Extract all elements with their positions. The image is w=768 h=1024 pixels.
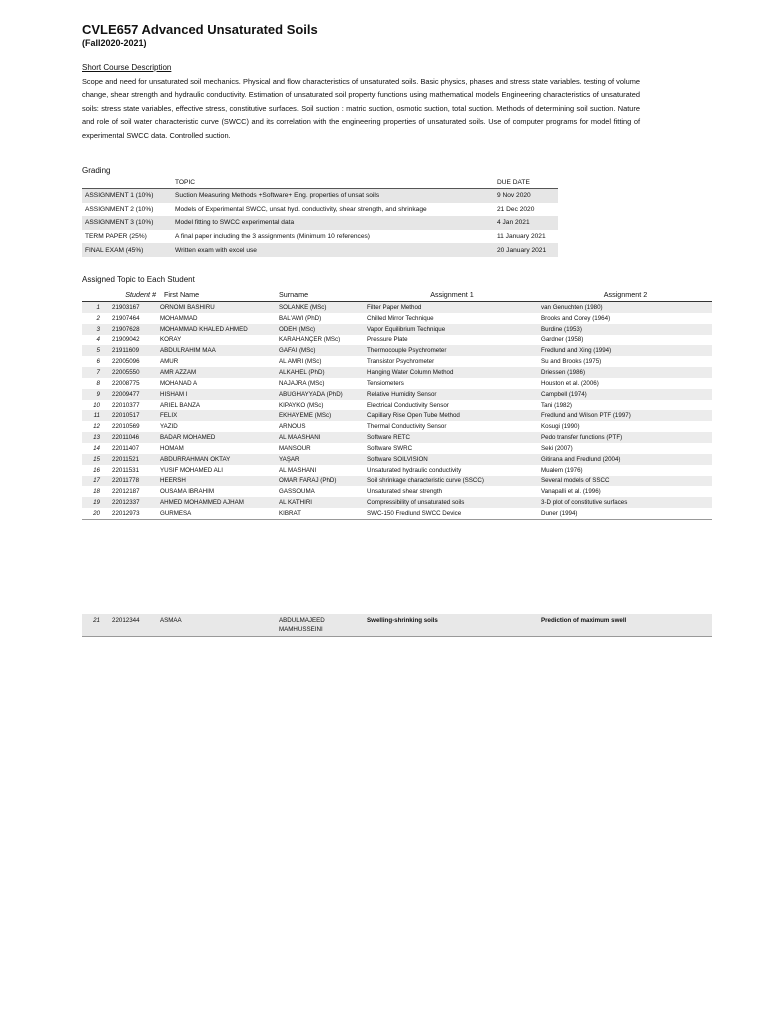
row-index: 19 xyxy=(82,497,110,508)
assignment-2: Duner (1994) xyxy=(539,508,712,519)
grading-item: TERM PAPER (25%) xyxy=(85,233,147,241)
description-heading: Short Course Description xyxy=(82,63,172,72)
surname: GAFAI (MSc) xyxy=(277,345,365,356)
table-row xyxy=(82,508,712,519)
grading-due-date: 21 Dec 2020 xyxy=(497,205,535,213)
col-first-name: First Name xyxy=(158,287,277,302)
grading-topic: Written exam with excel use xyxy=(172,243,494,257)
surname: ODEH (MSc) xyxy=(277,324,365,335)
surname: BAL'AWI (PhD) xyxy=(277,313,365,324)
surname: NAJAJRA (MSc) xyxy=(277,378,365,389)
row-index: 3 xyxy=(82,324,110,335)
student-number: 22005550 xyxy=(110,367,158,378)
first-name: MOHAMMAD xyxy=(158,313,277,324)
grading-header-row xyxy=(82,177,558,189)
assignment-2: Su and Brooks (1975) xyxy=(539,356,712,367)
extra-student-table xyxy=(82,614,712,637)
surname: ALKAHEL (PhD) xyxy=(277,367,365,378)
first-name: MOHAMMAD KHALED AHMED xyxy=(158,324,277,335)
row-index: 7 xyxy=(82,367,110,378)
table-row xyxy=(82,367,712,378)
first-name: ABDULRAHIM MAA xyxy=(158,345,277,356)
first-name: GURMESA xyxy=(158,508,277,519)
grading-due-date: 20 January 2021 xyxy=(494,243,558,257)
student-number: 21907464 xyxy=(110,313,158,324)
assignment-2: Driessen (1986) xyxy=(539,367,712,378)
grading-row xyxy=(82,189,558,203)
student-number: 22011407 xyxy=(110,443,158,454)
assignment-2: Gitirana and Fredlund (2004) xyxy=(539,454,712,465)
surname: GASSOUMA xyxy=(277,486,365,497)
grading-topic: Models of Experimental SWCC, unsat hyd. conductivity, shear strength, and shrinkage xyxy=(175,205,427,213)
assignment-1: Relative Humidity Sensor xyxy=(365,389,539,400)
table-row xyxy=(82,356,712,367)
col-student-number: Student # xyxy=(110,287,158,302)
assignment-1: Swelling-shrinking soils xyxy=(365,614,539,637)
row-index: 10 xyxy=(82,400,110,411)
table-row xyxy=(82,454,712,465)
assignment-1: Thermocouple Psychrometer xyxy=(365,345,539,356)
table-row xyxy=(82,476,712,487)
student-number: 21911609 xyxy=(110,345,158,356)
col-assignment-1: Assignment 1 xyxy=(365,287,539,302)
assignment-1: Unsaturated hydraulic conductivity xyxy=(365,465,539,476)
surname: AL MAASHANI xyxy=(277,432,365,443)
first-name: AMR AZZAM xyxy=(158,367,277,378)
assignment-2: Vanapalli et al. (1996) xyxy=(539,486,712,497)
first-name: ASMAA xyxy=(158,614,277,637)
student-number: 22005096 xyxy=(110,356,158,367)
assignment-2: Several models of SSCC xyxy=(539,476,712,487)
grading-item: ASSIGNMENT 1 (10%) xyxy=(82,189,172,203)
grading-table xyxy=(82,177,558,257)
row-index: 15 xyxy=(82,454,110,465)
student-number: 22010517 xyxy=(110,410,158,421)
assignment-1: Compressibility of unsaturated soils xyxy=(365,497,539,508)
first-name: ORNOMI BASHIRU xyxy=(158,302,277,313)
table-row xyxy=(82,410,712,421)
assignment-2: Mualem (1976) xyxy=(539,465,712,476)
table-row xyxy=(82,465,712,476)
assignment-2: Pedo transfer functions (PTF) xyxy=(539,432,712,443)
assignment-1: Capillary Rise Open Tube Method xyxy=(365,410,539,421)
assignment-2: Brooks and Corey (1964) xyxy=(539,313,712,324)
col-assignment-2: Assignment 2 xyxy=(539,287,712,302)
grading-topic: Suction Measuring Methods +Software+ Eng. properties of unsat soils xyxy=(172,189,494,203)
assignment-1: Pressure Plate xyxy=(365,335,539,346)
assignment-1: Chilled Mirror Technique xyxy=(365,313,539,324)
first-name: BADAR MOHAMED xyxy=(158,432,277,443)
row-index: 17 xyxy=(82,476,110,487)
surname: SOLANKE (MSc) xyxy=(277,302,365,313)
student-number: 21903167 xyxy=(110,302,158,313)
assignment-2: Fredlund and Wilson PTF (1997) xyxy=(539,410,712,421)
surname: OMAR FARAJ (PhD) xyxy=(277,476,365,487)
surname: KIPAYKO (MSc) xyxy=(277,400,365,411)
grading-topic: Model fitting to SWCC experimental data xyxy=(172,216,494,230)
grading-col-due: DUE DATE xyxy=(494,177,558,189)
assignment-2: Campbell (1974) xyxy=(539,389,712,400)
surname: KIBRAT xyxy=(277,508,365,519)
surname: AL MASHANI xyxy=(277,465,365,476)
student-number: 22012337 xyxy=(110,497,158,508)
student-number: 22011531 xyxy=(110,465,158,476)
assignment-2: Houston et al. (2006) xyxy=(539,378,712,389)
first-name: FELIX xyxy=(158,410,277,421)
assignment-1: Hanging Water Column Method xyxy=(365,367,539,378)
table-row xyxy=(82,345,712,356)
grading-due-date: 11 January 2021 xyxy=(497,233,546,241)
assignment-2: van Genuchten (1980) xyxy=(539,302,712,313)
student-number: 22011521 xyxy=(110,454,158,465)
assignment-1: Filter Paper Method xyxy=(365,302,539,313)
col-surname: Surname xyxy=(277,287,365,302)
grading-row xyxy=(82,203,558,217)
assignment-1: Soil shrinkage characteristic curve (SSCC) xyxy=(365,476,539,487)
row-index: 16 xyxy=(82,465,110,476)
document-subtitle: (Fall2020-2021) xyxy=(82,38,147,48)
table-row xyxy=(82,378,712,389)
table-row xyxy=(82,302,712,313)
table-row xyxy=(82,497,712,508)
assignment-2: Burdine (1953) xyxy=(539,324,712,335)
grading-topic: A final paper including the 3 assignments (Minimum 10 references) xyxy=(175,233,370,241)
assignment-1: SWC-150 Fredlund SWCC Device xyxy=(365,508,539,519)
table-row xyxy=(82,421,712,432)
assignment-1: Unsaturated shear strength xyxy=(365,486,539,497)
grading-due-date: 4 Jan 2021 xyxy=(494,216,558,230)
surname-line-1: ABDULMAJEED xyxy=(279,617,325,624)
first-name: ABDURRAHMAN OKTAY xyxy=(158,454,277,465)
students-table xyxy=(82,287,712,520)
grading-row xyxy=(82,216,558,230)
table-row xyxy=(82,335,712,346)
assignment-1: Software RETC xyxy=(365,432,539,443)
table-row xyxy=(82,486,712,497)
surname-line-2: MAMHUSSEINI xyxy=(279,626,323,633)
row-index: 12 xyxy=(82,421,110,432)
row-index: 20 xyxy=(82,508,110,519)
assignment-1: Electrical Conductivity Sensor xyxy=(365,400,539,411)
row-index: 18 xyxy=(82,486,110,497)
first-name: AMUR xyxy=(158,356,277,367)
student-number: 22009477 xyxy=(110,389,158,400)
student-number: 22011778 xyxy=(110,476,158,487)
first-name: HOMAM xyxy=(158,443,277,454)
surname: KARAHANÇER (MSc) xyxy=(277,335,365,346)
assignment-2: Gardner (1958) xyxy=(539,335,712,346)
row-index: 8 xyxy=(82,378,110,389)
surname: ABUGHAYYADA (PhD) xyxy=(277,389,365,400)
first-name: HISHAM I xyxy=(158,389,277,400)
grading-item: ASSIGNMENT 3 (10%) xyxy=(82,216,172,230)
course-description: Scope and need for unsaturated soil mechanics. Physical and flow characteristics of unsaturated soils. Basic physics, phases and stress state variables. testing of volume change, shear strength and hydraulic conductivity. Estimation of unsaturated soil property functions using mathematical models Engineering characteristics of unsaturated soils: stress state variables, effective stress, constitutive surfaces. Soil suction : matric suction, osmotic suction, total suction. Methods of determining soil suction. Nature and role of soil water characteristic curve (SWCC) and its correlation with the engineering properties of unsaturated soils. Use of computer programs for model fitting of experimental SWCC data. Controlled suction. xyxy=(82,77,640,140)
assignment-2: Fredlund and Xing (1994) xyxy=(539,345,712,356)
grading-row xyxy=(82,230,558,244)
student-number: 22011046 xyxy=(110,432,158,443)
student-number: 21907628 xyxy=(110,324,158,335)
assignment-2: Kosugi (1990) xyxy=(539,421,712,432)
surname: YAŞAR xyxy=(277,454,365,465)
table-row xyxy=(82,389,712,400)
table-row xyxy=(82,313,712,324)
col-index xyxy=(82,287,110,302)
first-name: YUSIF MOHAMED ALI xyxy=(158,465,277,476)
row-index: 14 xyxy=(82,443,110,454)
student-number: 22010569 xyxy=(110,421,158,432)
first-name: KORAY xyxy=(158,335,277,346)
row-index: 11 xyxy=(82,410,110,421)
student-number: 22012344 xyxy=(110,614,158,637)
row-index: 4 xyxy=(82,335,110,346)
first-name: ARIEL BANZA xyxy=(158,400,277,411)
surname: ARNOUS xyxy=(277,421,365,432)
student-number: 22008775 xyxy=(110,378,158,389)
student-number: 22012973 xyxy=(110,508,158,519)
grading-item: ASSIGNMENT 2 (10%) xyxy=(85,205,154,213)
assignment-2: Prediction of maximum swell xyxy=(539,614,712,637)
assignment-2: Tani (1982) xyxy=(539,400,712,411)
student-number: 21909042 xyxy=(110,335,158,346)
student-number: 22012187 xyxy=(110,486,158,497)
row-index: 9 xyxy=(82,389,110,400)
row-index: 1 xyxy=(82,302,110,313)
students-heading: Assigned Topic to Each Student xyxy=(82,275,195,284)
row-index: 5 xyxy=(82,345,110,356)
assignment-1: Tensiometers xyxy=(365,378,539,389)
grading-due-date: 9 Nov 2020 xyxy=(494,189,558,203)
assignment-1: Transistor Psychrometer xyxy=(365,356,539,367)
grading-heading: Grading xyxy=(82,166,111,175)
grading-col-item xyxy=(82,177,172,189)
first-name: MOHANAD A xyxy=(158,378,277,389)
row-index: 13 xyxy=(82,432,110,443)
document-title: CVLE657 Advanced Unsaturated Soils xyxy=(82,22,318,37)
table-row xyxy=(82,400,712,411)
assignment-1: Software SWRC xyxy=(365,443,539,454)
row-index: 2 xyxy=(82,313,110,324)
row-index: 6 xyxy=(82,356,110,367)
surname: EKHAYEME (MSc) xyxy=(277,410,365,421)
assignment-2: 3-D plot of constitutive surfaces xyxy=(539,497,712,508)
first-name: OUSAMA IBRAHIM xyxy=(158,486,277,497)
assignment-1: Thermal Conductivity Sensor xyxy=(365,421,539,432)
row-index: 21 xyxy=(82,614,110,637)
first-name: YAZID xyxy=(158,421,277,432)
surname: AL AMRI (MSc) xyxy=(277,356,365,367)
students-header-row xyxy=(82,287,712,302)
table-row xyxy=(82,324,712,335)
grading-item: FINAL EXAM (45%) xyxy=(82,243,172,257)
assignment-1: Software SOILVISION xyxy=(365,454,539,465)
table-row xyxy=(82,432,712,443)
assignment-2: Seki (2007) xyxy=(539,443,712,454)
student-number: 22010377 xyxy=(110,400,158,411)
first-name: AHMED MOHAMMED AJHAM xyxy=(158,497,277,508)
assignment-1: Vapor Equilibrium Technique xyxy=(365,324,539,335)
table-row xyxy=(82,443,712,454)
surname: AL KATHIRI xyxy=(277,497,365,508)
surname: MANSOUR xyxy=(277,443,365,454)
grading-col-topic: TOPIC xyxy=(172,177,494,189)
surname xyxy=(277,614,365,637)
table-row xyxy=(82,614,712,637)
grading-row xyxy=(82,243,558,257)
first-name: HEERSH xyxy=(158,476,277,487)
